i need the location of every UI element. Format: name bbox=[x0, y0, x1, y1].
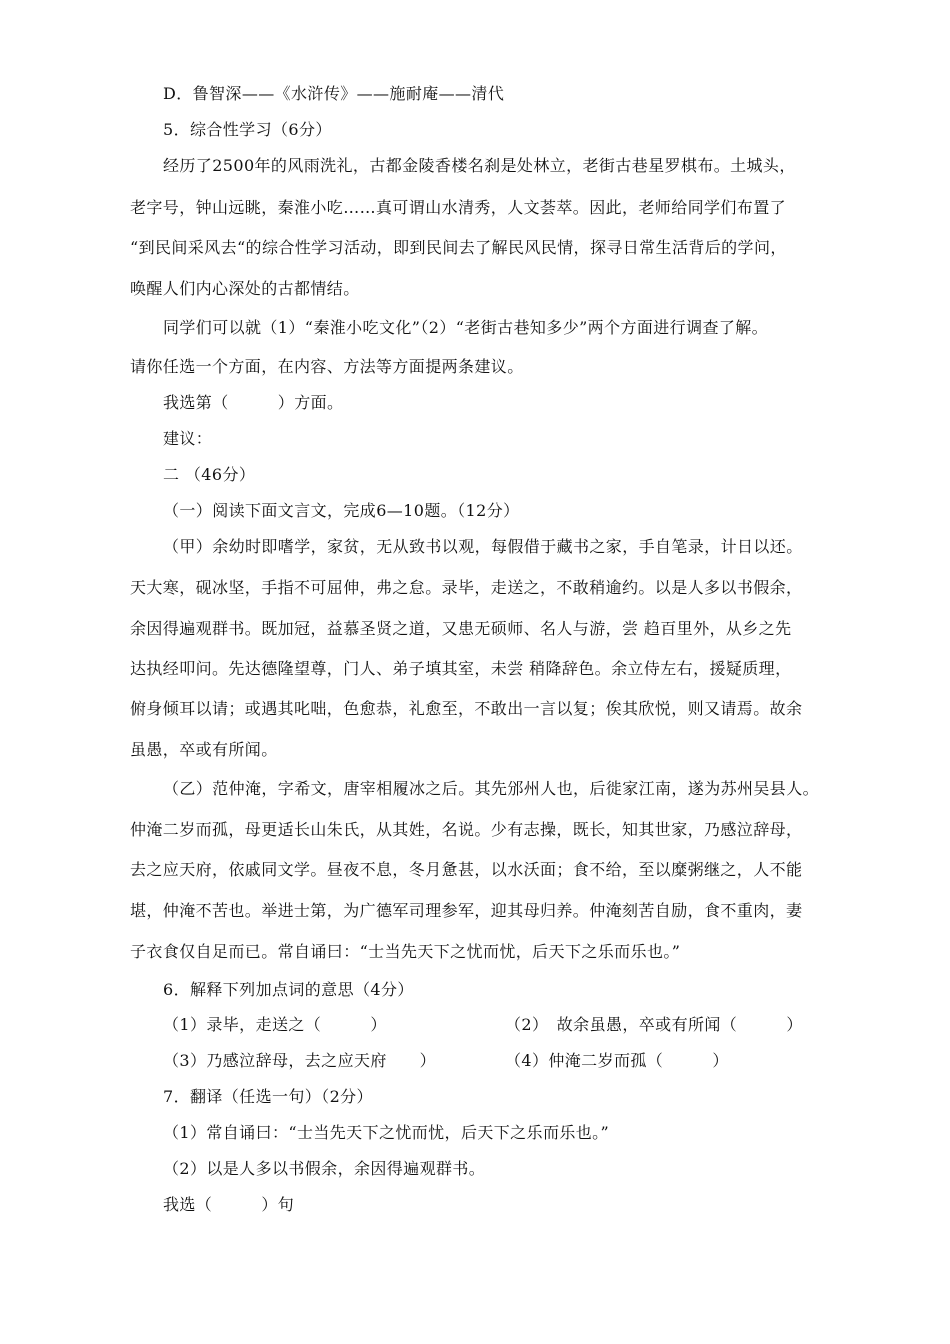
classical-text-line: （甲）余幼时即嗜学，家贫，无从致书以观，每假借于藏书之家，手自笔录，计日以还。 bbox=[163, 537, 803, 556]
classical-text-line: 子衣食仅自足而已。常自诵曰：“士当先天下之忧而忧，后天下之乐而乐也。” bbox=[130, 942, 681, 961]
passage-line: “到民间采风去“的综合性学习活动，即到民间去了解民风民情，探寻日常生活背后的学问， bbox=[130, 238, 787, 257]
answer-choice-line: 我选（ ）句 bbox=[163, 1195, 295, 1214]
classical-text-line: 虽愚，卒或有所闻。 bbox=[130, 740, 278, 759]
question-6-heading: 6．解释下列加点词的意思（4分） bbox=[163, 980, 414, 999]
passage-line: 老字号，钟山远眺，秦淮小吃……真可谓山水清秀，人文荟萃。因此，老师给同学们布置了 bbox=[130, 198, 787, 217]
classical-text-line: 去之应天府，依戚同文学。昼夜不息，冬月惫甚，以水沃面；食不给，至以糜粥继之，人不能 bbox=[130, 860, 803, 879]
subsection-1-heading: （一）阅读下面文言文，完成6—10题。（12分） bbox=[163, 501, 520, 520]
classical-text-line: 俯身倾耳以请；或遇其叱咄，色愈恭，礼愈至，不敢出一言以复；俟其欣悦，则又请焉。故余 bbox=[130, 699, 803, 718]
question-7-option-1: （1）常自诵曰：“士当先天下之忧而忧，后天下之乐而乐也。” bbox=[163, 1123, 610, 1142]
passage-line: 请你任选一个方面，在内容、方法等方面提两条建议。 bbox=[130, 357, 524, 376]
classical-text-line: 天大寒，砚冰坚，手指不可屈伸，弗之怠。录毕，走送之，不敢稍逾约。以是人多以书假余， bbox=[130, 578, 803, 597]
classical-text-line: 仲淹二岁而孤，母更适长山朱氏，从其姓，名说。少有志操，既长，知其世家，乃感泣辞母， bbox=[130, 820, 803, 839]
question-6-item-4: （4）仲淹二岁而孤（ ） bbox=[505, 1051, 729, 1070]
suggestion-label: 建议： bbox=[163, 429, 213, 448]
passage-line: 唤醒人们内心深处的古都情结。 bbox=[130, 279, 360, 298]
classical-text-line: 达执经叩问。先达德隆望尊，门人、弟子填其室，未尝 稍降辞色。余立侍左右，援疑质理， bbox=[130, 659, 792, 678]
passage-line: 同学们可以就（1）“秦淮小吃文化”（2）“老街古巷知多少”两个方面进行调查了解。 bbox=[163, 318, 769, 337]
section-2-heading: 二 （46分） bbox=[163, 465, 256, 484]
question-7-heading: 7．翻译（任选一句）（2分） bbox=[163, 1087, 373, 1106]
option-d-line: D．鲁智深——《水浒传》——施耐庵——清代 bbox=[163, 84, 505, 103]
answer-choice-line: 我选第（ ）方面。 bbox=[163, 393, 344, 412]
passage-line: 经历了2500年的风雨洗礼，古都金陵香楼名刹是处林立，老街古巷星罗棋布。土城头， bbox=[163, 156, 796, 175]
question-6-item-1: （1）录毕，走送之（ ） bbox=[163, 1015, 387, 1034]
question-7-option-2: （2）以是人多以书假余，余因得遍观群书。 bbox=[163, 1159, 486, 1178]
classical-text-line: 余因得遍观群书。既加冠，益慕圣贤之道，又患无硕师、名人与游，尝 趋百里外，从乡之先 bbox=[130, 619, 792, 638]
question-6-item-3: （3）乃感泣辞母，去之应天府 ） bbox=[163, 1051, 436, 1070]
classical-text-line: （乙）范仲淹，字希文，唐宰相履冰之后。其先邠州人也，后徙家江南，遂为苏州吴县人。 bbox=[163, 779, 820, 798]
question-5-heading: 5．综合性学习（6分） bbox=[163, 120, 332, 139]
question-6-item-2: （2） 故余虽愚，卒或有所闻（ ） bbox=[505, 1015, 803, 1034]
classical-text-line: 堪，仲淹不苦也。举进士第，为广德军司理参军，迎其母归养。仲淹刻苦自励，食不重肉，妻 bbox=[130, 901, 803, 920]
